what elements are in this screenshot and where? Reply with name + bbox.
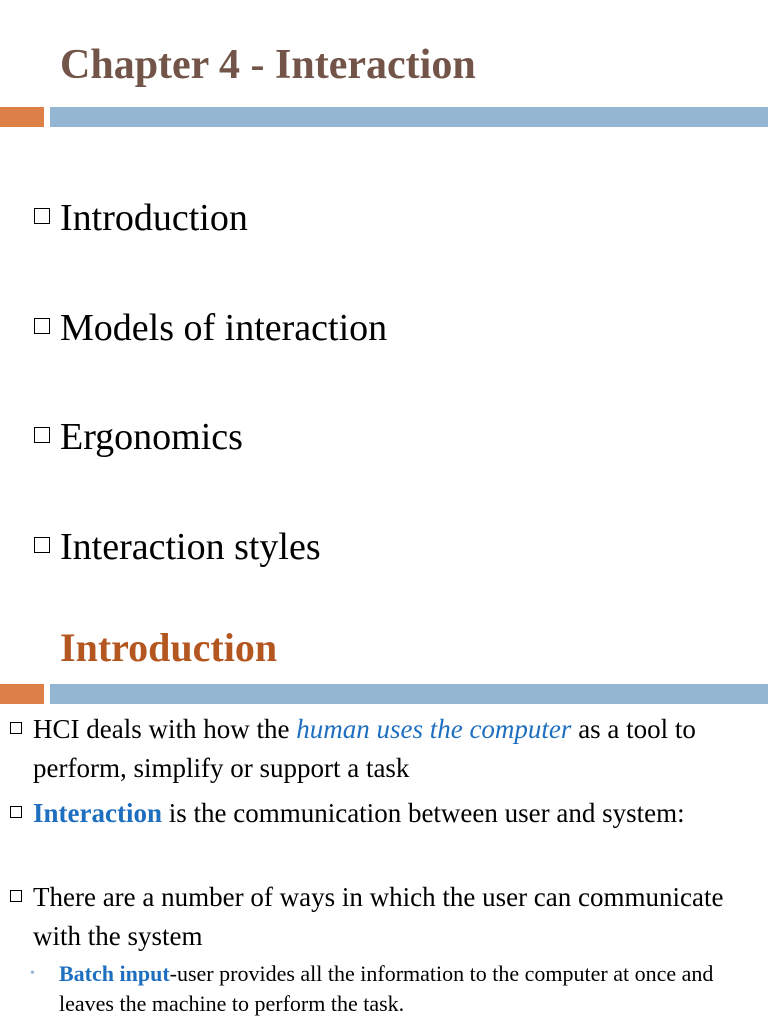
square-bullet-icon — [34, 427, 50, 443]
slide-title: Chapter 4 - Interaction — [60, 42, 476, 88]
bullet-text: HCI deals with how the human uses the computer as a tool to perform, simplify or support a task — [33, 714, 696, 783]
bullet-text: There are a number of ways in which the user can communicate with the system — [33, 882, 724, 951]
slide-introduction — [0, 610, 768, 1024]
square-bullet-icon — [10, 890, 22, 902]
title-divider-bar — [0, 684, 768, 704]
bullet-ways-to-communicate — [10, 878, 750, 956]
term-text: Interaction — [33, 798, 162, 828]
list-item — [34, 199, 248, 237]
emphasis-text: human uses the computer — [296, 714, 572, 744]
square-bullet-icon — [34, 208, 50, 224]
list-item-label: Models of interaction — [60, 307, 388, 349]
list-item-label: Ergonomics — [60, 416, 243, 458]
list-item-label: Interaction styles — [60, 526, 321, 568]
divider-main — [50, 107, 768, 127]
sub-bullet-batch-input — [30, 959, 740, 1019]
term-text: Batch input — [59, 961, 170, 986]
divider-main — [50, 684, 768, 704]
dot-bullet-icon: • — [30, 966, 35, 981]
square-bullet-icon — [34, 537, 50, 553]
list-item-label: Introduction — [60, 197, 248, 239]
list-item — [34, 418, 243, 456]
slide-title: Introduction — [60, 625, 278, 670]
title-divider-bar — [0, 107, 768, 127]
list-item — [34, 309, 387, 347]
divider-accent — [0, 107, 44, 127]
bullet-interaction-definition — [10, 794, 750, 833]
square-bullet-icon — [10, 806, 22, 818]
sub-bullet-text: Batch input-user provides all the information to the computer at once and leaves the machine to perform the task. — [59, 961, 714, 1016]
bullet-text: Interaction is the communication between user and system: — [33, 798, 685, 828]
divider-accent — [0, 684, 44, 704]
square-bullet-icon — [34, 318, 50, 334]
square-bullet-icon — [10, 722, 22, 734]
list-item — [34, 528, 321, 566]
bullet-hci-definition — [10, 710, 750, 788]
